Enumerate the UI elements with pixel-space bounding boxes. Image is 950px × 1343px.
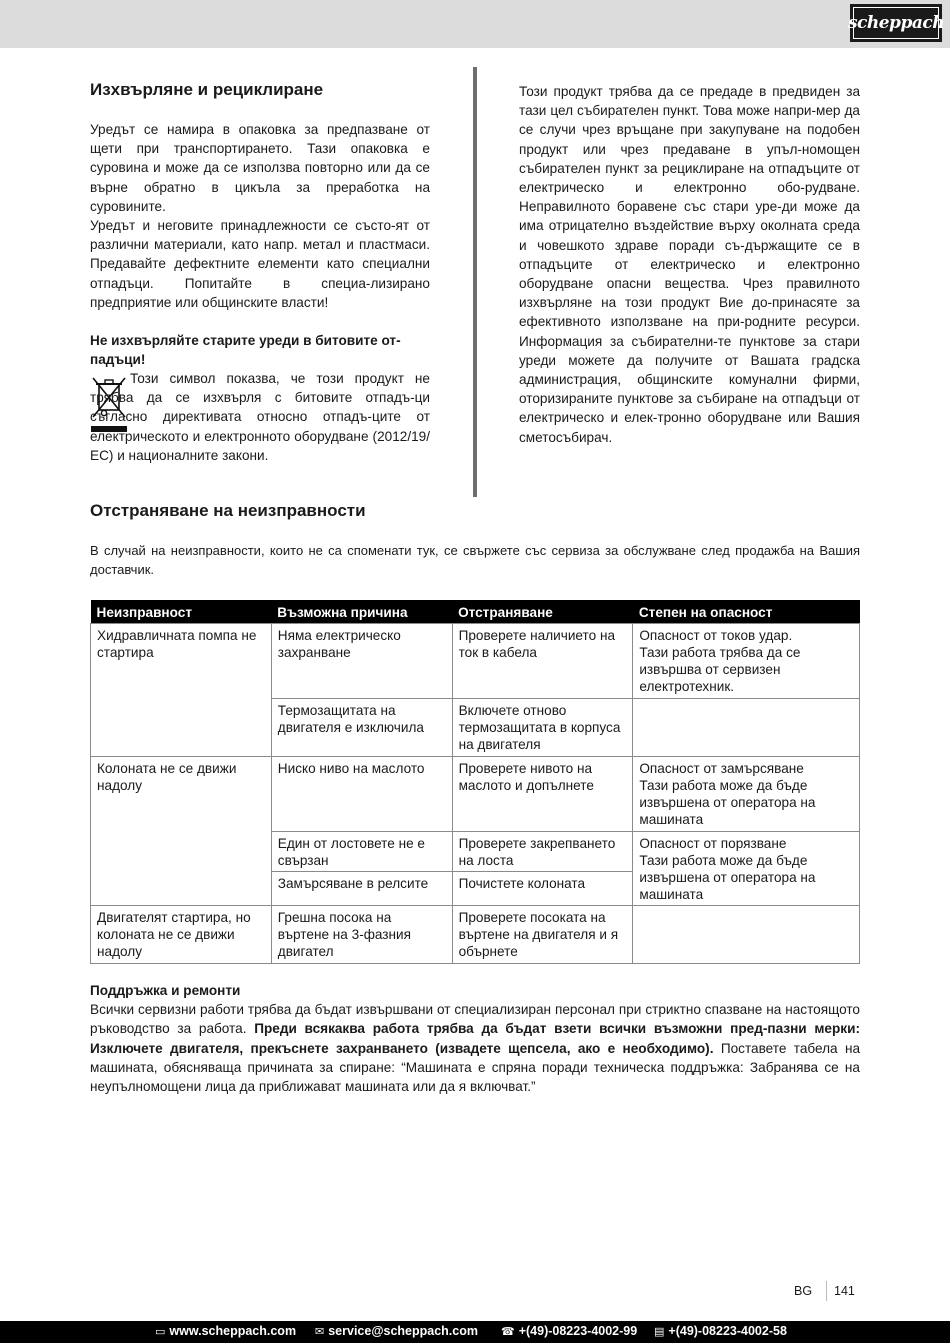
- cause-cell: Термозащитата на двигателя е изключила: [271, 699, 452, 757]
- recycling-right-text: Този продукт трябва да се предаде в предвиден за тази цел събирателен пункт. Това може напри-мер да се случи чрез връщане при закупуване на подобен продукт или чрез предаване в упъл-номощен събирателен пункт за рециклиране на отпадъците от електрическо и електронно обо-рудване. Неправилното боравене със стари уре-ди може да има отрицателно въздействие върху околната среда и човешкото здраве поради съ-държащите се в отпадъците от електрическо и електронно оборудване опасни вещества. Чрез правилното изхвърляне на този продукт Вие до-принасяте за ефективното използване на при-родните ресурси. Информация за събирателни-те пунктове за стари уреди можете да получите от Вашата градска администрация, общинските комунални фирми, оторизираните пунктове за събиране на отпадъци от електрическо и елек-тронно оборудване или Вашия сметосъбирач.: [519, 84, 860, 445]
- email-text: service@scheppach.com: [328, 1324, 478, 1338]
- maintenance-text: [90, 1000, 860, 1096]
- header-bar: [0, 0, 950, 48]
- fault-cell: Колоната не се движи надолу: [91, 757, 272, 906]
- header-fault: Неизправност: [91, 600, 272, 624]
- cause-cell: Замърсяване в релсите: [271, 872, 452, 906]
- cause-cell: Един от лостовете не е свързан: [271, 832, 452, 872]
- scheppach-logo: [847, 4, 945, 42]
- phone-number: [501, 1324, 637, 1338]
- fax-icon: ▤: [654, 1325, 665, 1338]
- danger-cell-empty: [633, 906, 860, 964]
- email-link[interactable]: [315, 1324, 478, 1338]
- monitor-icon: ▭: [155, 1325, 166, 1338]
- recycling-left-text: [90, 120, 430, 369]
- fax-number: [654, 1324, 787, 1338]
- website-text: www.scheppach.com: [169, 1324, 297, 1338]
- website-link[interactable]: [155, 1324, 296, 1338]
- packaging-paragraph: Уредът се намира в опаковка за предпазване от щети при транспортирането. Тази опаковка е суровина и може да се използва повторно или да се върне обратно в цикъла за преработка на суровините.: [90, 122, 430, 214]
- column-divider: [473, 67, 477, 497]
- telephone-icon: ☎: [501, 1325, 515, 1338]
- fix-cell: Проверете нивото на маслото и допълнете: [452, 757, 633, 832]
- recycling-heading: Изхвърляне и рециклиране: [90, 80, 324, 99]
- fix-cell: Почистете колоната: [452, 872, 633, 906]
- maintenance-text-2: Поставете табела на машината, обясняваща причината за спиране: “Машината е спряна поради техническа поддръжка: Забранява се на неупълномощени лица да приближават машината или да я включват.”: [90, 1040, 861, 1095]
- fix-cell: Проверете закрепването на лоста: [452, 832, 633, 872]
- maintenance-safety-bold: Преди всякаква работа трябва да бъдат взети всички възможни пред-пазни мерки: Изключете двигателя, прекъснете захранването (извадете щепсела, ако е необходимо).: [90, 1021, 860, 1056]
- danger-cell-empty: [633, 699, 860, 757]
- troubleshooting-table: [90, 600, 860, 964]
- envelope-icon: ✉: [315, 1325, 325, 1338]
- language-code: BG: [794, 1284, 813, 1298]
- cause-cell: Няма електрическо захранване: [271, 624, 452, 699]
- table-header-row: [91, 600, 860, 624]
- troubleshooting-intro: В случай на неизправности, които не са споменати тук, се свържете със сервиза за обслужване след продажба на Вашия доставчик.: [90, 543, 860, 578]
- header-cause: Възможна причина: [271, 600, 452, 624]
- household-waste-warning: Не изхвърляйте старите уреди в битовите от-падъци!: [90, 333, 401, 368]
- fault-cell: Хидравличната помпа не стартира: [91, 624, 272, 757]
- logo-text: scheppach: [853, 7, 939, 39]
- cause-cell: Грешна посока на въртене на 3-фазния двигател: [271, 906, 452, 964]
- table-row: [91, 624, 860, 699]
- table-row: [91, 757, 860, 832]
- fix-cell: Проверете посоката на въртене на двигателя и я обърнете: [452, 906, 633, 964]
- cause-cell: Ниско ниво на маслото: [271, 757, 452, 832]
- danger-cell: Опасност от порязване Тази работа може да бъде извършена от оператора на машината: [633, 832, 860, 906]
- materials-paragraph: Уредът и неговите принадлежности се състо-ят от различни материали, като напр. метал и пластмаси. Предавайте дефектните елементи като специални отпадъци. Попитайте в специа-лизирано предприятие или общинските власти!: [90, 218, 430, 310]
- maintenance-section: [90, 981, 860, 1096]
- troubleshooting-heading: Отстраняване на неизправности: [90, 501, 366, 520]
- header-fix: Отстраняване: [452, 600, 633, 624]
- table-row: [91, 906, 860, 964]
- danger-cell: Опасност от токов удар. Тази работа трябва да се извършва от сервизен електротехник.: [633, 624, 860, 699]
- footer-separator: [826, 1281, 827, 1301]
- fix-cell: Включете отново термозащитата в корпуса на двигателя: [452, 699, 633, 757]
- maintenance-heading: Поддръжка и ремонти: [90, 983, 241, 998]
- fax-text: +(49)-08223-4002-58: [668, 1324, 787, 1338]
- header-danger: Степен на опасност: [633, 600, 860, 624]
- phone-text: +(49)-08223-4002-99: [518, 1324, 638, 1338]
- fault-cell: Двигателят стартира, но колоната не се движи надолу: [91, 906, 272, 964]
- danger-cell: Опасност от замърсяване Тази работа може да бъде извършена от оператора на машината: [633, 757, 860, 832]
- fix-cell: Проверете наличието на ток в кабела: [452, 624, 633, 699]
- contact-bar: [0, 1321, 950, 1343]
- maintenance-text-1: Всички сервизни работи трябва да бъдат извършвани от специализиран персонал при стриктно спазване на настоящото ръководство за работа.: [90, 1002, 860, 1037]
- weee-symbol-text: Този символ показва, че този продукт не трябва да се изхвърля с битовите отпадъ-ци съгласно директивата относно отпадъ-ците от електрическото и електронното оборудване (2012/19/ЕС) и националните закони.: [90, 371, 430, 463]
- page-number: 141: [834, 1284, 855, 1298]
